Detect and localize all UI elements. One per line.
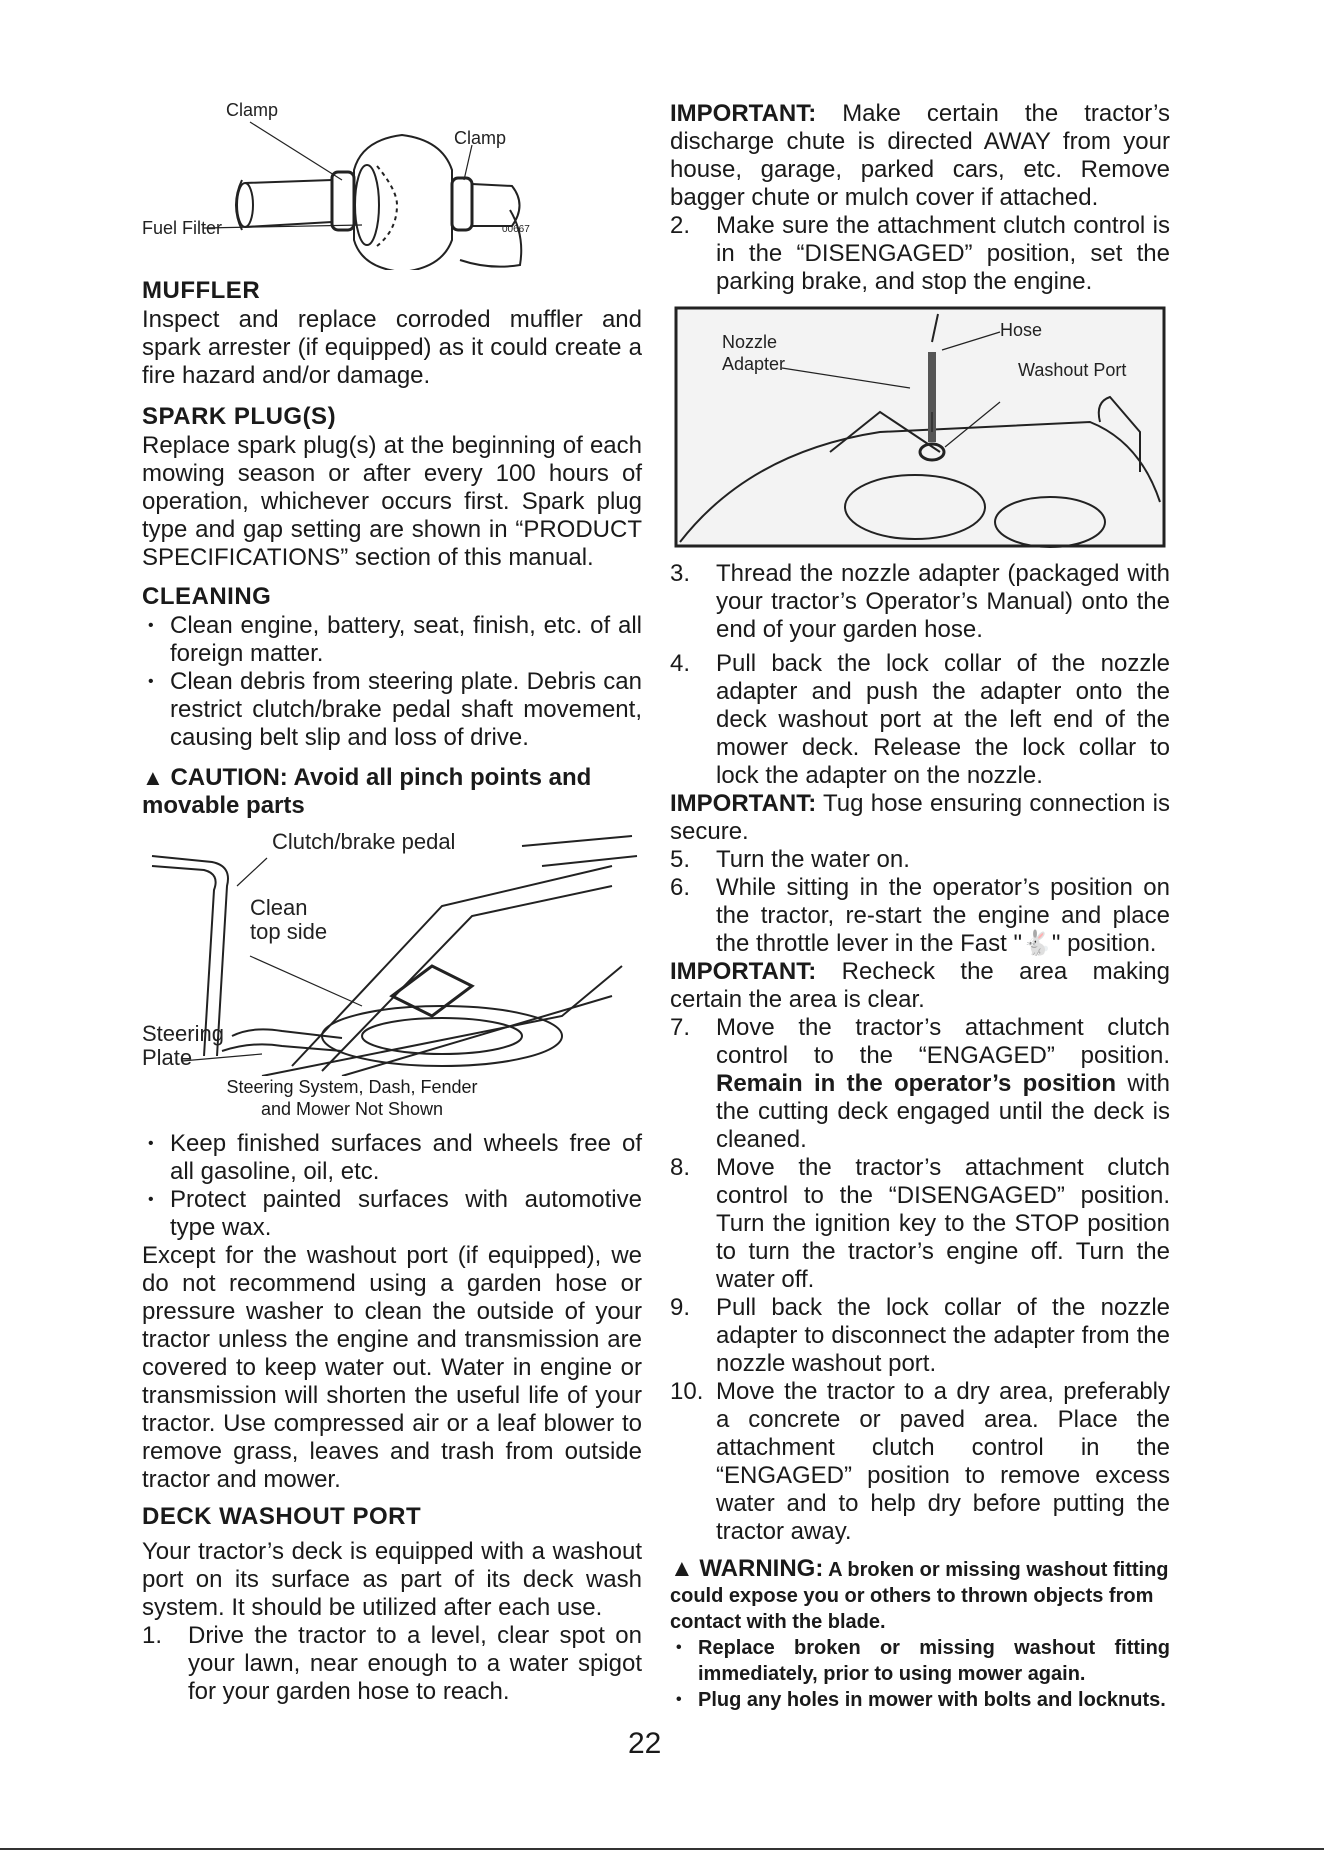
list-item: • Protect painted surfaces with automotive type wax. xyxy=(142,1186,642,1242)
list-item xyxy=(670,1014,1170,1154)
list-item xyxy=(670,1154,1170,1294)
warning-notice xyxy=(670,1556,1170,1635)
clamp-right-label: Clamp xyxy=(454,128,507,148)
list-item: • Clean engine, battery, seat, finish, etc. of all foreign matter. xyxy=(142,612,642,668)
steering-plate-label: Steering Plate xyxy=(142,1021,224,1070)
step-number: 3. xyxy=(670,560,691,587)
step-text: Drive the tractor to a level, clear spot on your lawn, near enough to a water spigot for your garden hose to reach. xyxy=(188,1622,642,1705)
list-item: • Keep finished surfaces and wheels free of all gasoline, oil, etc. xyxy=(142,1130,642,1186)
care-list xyxy=(142,1130,642,1242)
list-item xyxy=(670,1378,1170,1546)
washout-port-label: Washout Port xyxy=(1018,360,1127,380)
step-number: 1. xyxy=(142,1622,163,1649)
important-label: IMPORTANT: xyxy=(670,958,817,985)
warning-triangle-icon: ▲ xyxy=(670,1555,694,1582)
caution-notice xyxy=(142,764,642,820)
figure-code: 00667 xyxy=(502,224,530,235)
deck-steps-2 xyxy=(670,212,1170,296)
caution-text: CAUTION: Avoid all pinch points and movable parts xyxy=(142,764,592,819)
list-item xyxy=(670,650,1170,790)
washout-port-figure xyxy=(670,302,1170,552)
step-text: with the cutting deck engaged until the deck is cleaned. xyxy=(716,1070,1171,1153)
deck-washout-heading: DECK WASHOUT PORT xyxy=(142,1503,422,1530)
washout-paragraph: Except for the washout port (if equipped), we do not recommend using a garden hose or pressure washer to clean the outside of your tractor unless the engine and transmission are covered to keep water out. Water in engine or transmission will shorten the useful life of your tractor. Use compressed air or a leaf blower to remove grass, leaves and trash from outside tractor and mower. xyxy=(142,1242,642,1493)
step-text: Turn the water on. xyxy=(716,846,910,873)
caution-triangle-icon: ▲ xyxy=(142,765,164,790)
important-note-tug xyxy=(670,790,1170,846)
warning-list xyxy=(670,1635,1170,1713)
list-item: • Plug any holes in mower with bolts and locknuts. xyxy=(670,1687,1170,1713)
left-column xyxy=(142,100,642,1706)
step-text: While sitting in the operator’s position on the tractor, re-start the engine and place the throttle lever in the Fast "🐇" position. xyxy=(716,874,1170,957)
adapter-label: Adapter xyxy=(722,354,786,374)
cleaning-list xyxy=(142,612,642,752)
nozzle-label: Nozzle xyxy=(722,332,778,352)
deck-washout-text: Your tractor’s deck is equipped with a washout port on its surface as part of its deck wash system. It should be utilized after each use. xyxy=(142,1538,642,1621)
right-column xyxy=(670,100,1170,1713)
step-number: 9. xyxy=(670,1294,691,1321)
important-label: IMPORTANT: xyxy=(670,100,817,127)
list-item xyxy=(670,212,1170,296)
steering-plate-figure xyxy=(142,826,642,1126)
important-note-discharge xyxy=(670,100,1170,212)
list-item xyxy=(670,846,1170,874)
step-number: 4. xyxy=(670,650,691,677)
step-text: Move the tractor to a dry area, preferably a concrete or paved area. Place the attachment clutch control in the “ENGAGED” position to remove excess water and to help dry before putting the tractor away. xyxy=(716,1378,1170,1545)
deck-steps-left xyxy=(142,1622,642,1706)
important-text: Make certain the tractor’s discharge chute is directed AWAY from your house, garage, parked cars, etc. Remove bagger chute or mulch cover if attached. xyxy=(670,100,1170,211)
step-text: Pull back the lock collar of the nozzle adapter and push the adapter onto the deck washout port at the left end of the mower deck. Release the lock collar to lock the adapter on the nozzle. xyxy=(716,650,1170,789)
fuel-filter-illustration xyxy=(142,100,642,270)
step-text: Move the tractor’s attachment clutch control to the “ENGAGED” position. xyxy=(716,1014,1170,1069)
step-text: Move the tractor’s attachment clutch control to the “DISENGAGED” position. Turn the ignition key to the STOP position to turn the tractor’s engine off. Turn the water off. xyxy=(716,1154,1170,1293)
caption-line: Steering System, Dash, Fender xyxy=(226,1077,478,1097)
deck-steps-3-4 xyxy=(670,560,1170,790)
spark-plug-heading: SPARK PLUG(S) xyxy=(142,403,337,430)
cleaning-heading: CLEANING xyxy=(142,583,272,610)
clutch-brake-label: Clutch/brake pedal xyxy=(272,829,456,854)
figure-caption xyxy=(142,1076,562,1120)
step-text: Thread the nozzle adapter (packaged with your tractor’s Operator’s Manual) onto the end of your garden hose. xyxy=(716,560,1170,643)
important-text: Recheck the area making certain the area is clear. xyxy=(670,958,1170,1013)
step-number: 6. xyxy=(670,874,691,901)
list-item xyxy=(670,560,1170,644)
step-number: 8. xyxy=(670,1154,691,1181)
step-number: 7. xyxy=(670,1014,691,1041)
caption-line: and Mower Not Shown xyxy=(260,1099,444,1119)
spark-plug-text: Replace spark plug(s) at the beginning of each mowing season or after every 100 hours of operation, whichever occurs first. Spark plug type and gap setting are shown in “PRODUCT SPECIFICATIONS” section of this manual. xyxy=(142,432,642,571)
clamp-top-label: Clamp xyxy=(226,100,279,120)
important-label: IMPORTANT: xyxy=(670,790,817,817)
list-item: • Clean debris from steering plate. Debris can restrict clutch/brake pedal shaft movement, causing belt slip and loss of drive. xyxy=(142,668,642,752)
step-text: Pull back the lock collar of the nozzle adapter to disconnect the adapter from the nozzle washout port. xyxy=(716,1294,1170,1377)
deck-steps-7-10 xyxy=(670,1014,1170,1546)
important-note-recheck xyxy=(670,958,1170,1014)
step-text: Make sure the attachment clutch control is in the “DISENGAGED” position, set the parking brake, and stop the engine. xyxy=(716,212,1170,295)
clean-top-side-label: Clean top side xyxy=(250,895,328,944)
step-number: 5. xyxy=(670,846,691,873)
list-item xyxy=(670,1294,1170,1378)
hose-label: Hose xyxy=(1000,320,1043,340)
fuel-filter-figure xyxy=(142,100,642,270)
page-number: 22 xyxy=(628,1727,662,1760)
muffler-heading: MUFFLER xyxy=(142,277,261,304)
fuel-filter-label: Fuel Filter xyxy=(142,218,223,238)
bottom-divider xyxy=(0,1848,1324,1850)
list-item xyxy=(142,1622,642,1706)
list-item: • Replace broken or missing washout fitting immediately, prior to using mower again. xyxy=(670,1635,1170,1687)
step-number: 2. xyxy=(670,212,691,239)
step-emphasis: Remain in the operator’s position xyxy=(716,1070,1116,1097)
list-item xyxy=(670,874,1170,958)
deck-steps-5-6 xyxy=(670,846,1170,958)
warning-text: A broken or missing washout fitting could expose you or others to thrown objects from contact with the blade. xyxy=(670,1559,1169,1633)
warning-label: WARNING: xyxy=(699,1555,824,1582)
step-number: 10. xyxy=(670,1378,704,1405)
muffler-text: Inspect and replace corroded muffler and spark arrester (if equipped) as it could create a fire hazard and/or damage. xyxy=(142,306,642,389)
important-text: Tug hose ensuring connection is secure. xyxy=(670,790,1170,845)
